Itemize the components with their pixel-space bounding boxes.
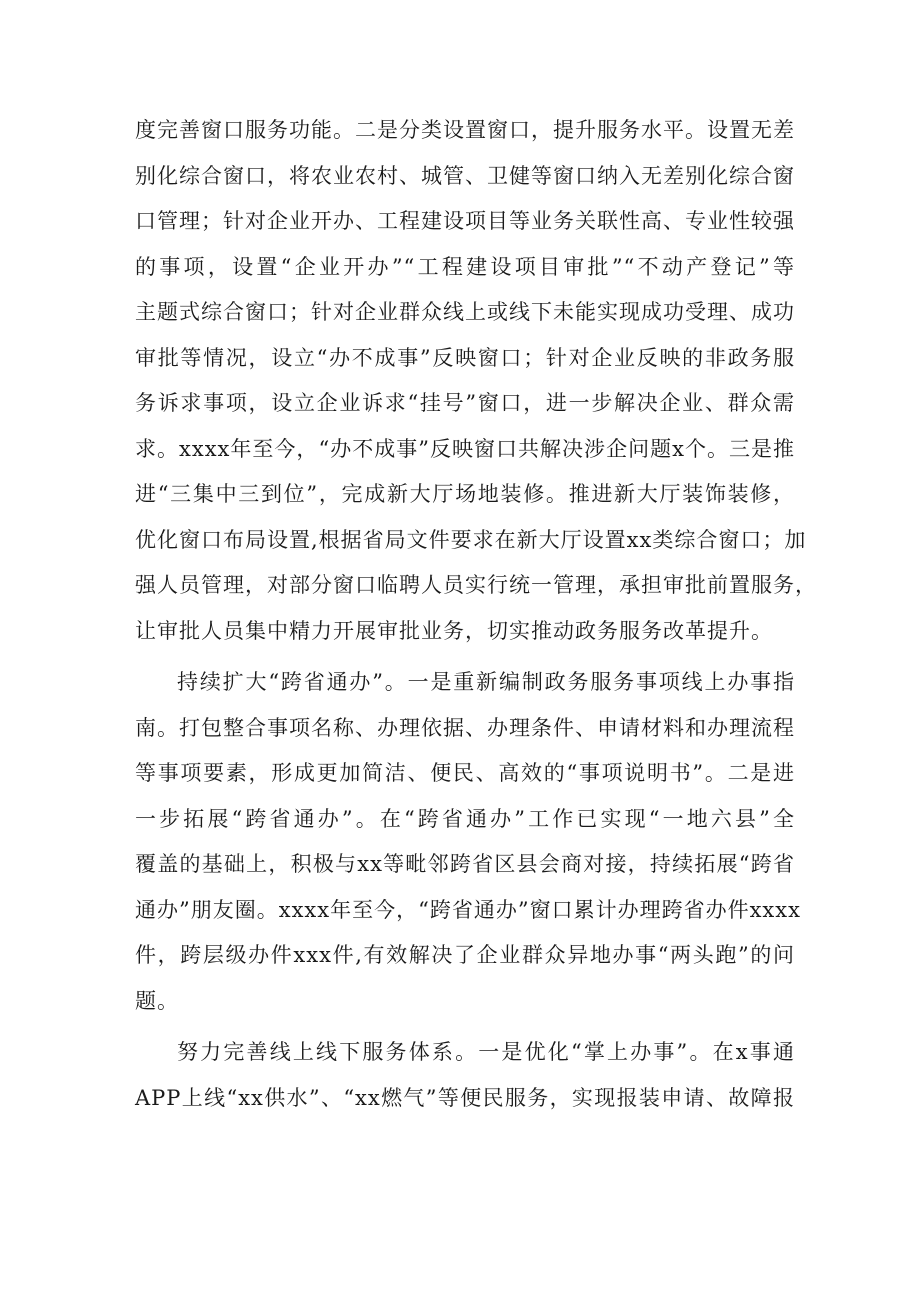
text-line: 南。打包整合事项名称、办理依据、办理条件、申请材料和办理流程 xyxy=(135,715,795,740)
text-line: 进“三集中三到位”，完成新大厅场地装修。推进新大厅装饰装修， xyxy=(135,482,795,506)
text-line: 让审批人员集中精力开展审批业务，切实推动政务服务改革提升。 xyxy=(135,618,773,643)
paragraph-1 xyxy=(135,108,817,654)
text-line: 通办”朋友圈。xxxx年至今，“跨省通办”窗口累计办理跨省办件xxxx xyxy=(135,897,801,922)
text-line: 务诉求事项，设立企业诉求“挂号”窗口，进一步解决企业、群众需 xyxy=(135,391,795,415)
text-line: 度完善窗口服务功能。二是分类设置窗口，提升服务水平。设置无差 xyxy=(135,118,795,142)
text-line: 题。 xyxy=(135,988,179,1013)
text-line: 覆盖的基础上，积极与xx等毗邻跨省区县会商对接，持续拓展“跨省 xyxy=(135,852,795,876)
text-line: APP上线“xx供水”、“xx燃气”等便民服务，实现报装申请、故障报 xyxy=(135,1085,795,1110)
text-line: 的事项，设置“企业开办”“工程建设项目审批”“不动产登记”等 xyxy=(135,254,795,279)
text-line: 持续扩大“跨省通办”。一是重新编制政务服务事项线上办事指 xyxy=(177,670,795,694)
text-line: 优化窗口布局设置,根据省局文件要求在新大厅设置xx类综合窗口；加 xyxy=(135,527,807,552)
text-line: 求。xxxx年至今，“办不成事”反映窗口共解决涉企问题x个。三是推 xyxy=(135,436,795,461)
text-line: 努力完善线上线下服务体系。一是优化“掌上办事”。在x事通 xyxy=(177,1040,795,1064)
text-line: 等事项要素，形成更加简洁、便民、高效的“事项说明书”。二是进 xyxy=(135,761,795,785)
body-text xyxy=(135,108,817,1121)
text-line: 件，跨层级办件xxx件,有效解决了企业群众异地办事“两头跑”的问 xyxy=(135,943,795,967)
text-line: 别化综合窗口，将农业农村、城管、卫健等窗口纳入无差别化综合窗 xyxy=(135,163,795,188)
text-line: 口管理；针对企业开办、工程建设项目等业务关联性高、专业性较强 xyxy=(135,209,795,233)
paragraph-2 xyxy=(135,660,801,1024)
paragraph-3 xyxy=(135,1030,795,1121)
text-line: 主题式综合窗口；针对企业群众线上或线下未能实现成功受理、成功 xyxy=(135,300,795,324)
text-line: 强人员管理，对部分窗口临聘人员实行统一管理，承担审批前置服务， xyxy=(135,573,817,597)
text-line: 一步拓展“跨省通办”。在“跨省通办”工作已实现“一地六县”全 xyxy=(135,806,795,831)
text-line: 审批等情况，设立“办不成事”反映窗口；针对企业反映的非政务服 xyxy=(135,345,795,370)
